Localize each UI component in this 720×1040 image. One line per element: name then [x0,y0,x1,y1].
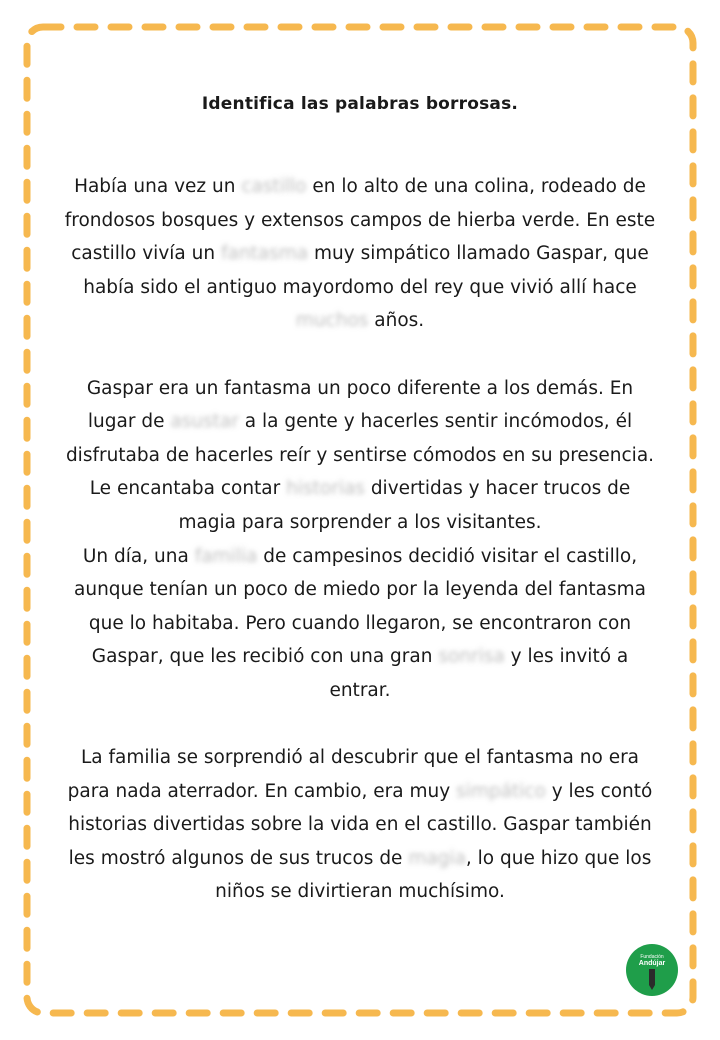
blurred-word: fantasma [220,243,309,265]
text-segment: La familia se sorprendió al descubrir que el fantasma no era para nada aterrador. En cambio, era muy [67,747,640,802]
paragraph-4 [62,741,658,909]
pencil-icon [626,944,678,996]
text-segment: y les invitó a entrar. [329,646,629,701]
blurred-word: muchos [295,310,369,332]
blurred-word: historias [286,478,365,500]
text-segment: años. [368,310,425,332]
story-text [62,170,658,909]
blurred-word: familia [194,545,258,567]
paragraph-gap [62,708,658,742]
logo-line-2: Andújar [638,960,666,967]
page-title: Identifica las palabras borrosas. [201,94,519,114]
text-segment: de campesinos decidió visitar el castillo, aunque tenían un poco de miedo por la leyenda del fantasma que lo habitaba. Pero cuando llegaron, se encontraron con Gaspar, que les recibió con una gran [74,545,646,668]
blurred-word: magia [408,847,466,869]
text-segment: , lo que hizo que los niños se divirtieran muchísimo. [215,847,652,903]
paragraph-3 [62,540,658,708]
blurred-word: simpático [456,780,546,802]
blurred-word: asustar [170,411,239,433]
blurred-word: sonrisa [438,646,505,668]
text-segment: Había una vez un [74,176,242,197]
text-segment: en lo alto de una colina, rodeado de frondosos bosques y extensos campos de hierba verde. En este castillo vivía un [64,176,656,265]
text-segment: a la gente y hacerles sentir incómodos, él disfrutaba de hacerles reír y sentirse cómodos en su presencia. Le encantaba contar [65,411,655,500]
text-segment: y les contó historias divertidas sobre la vida en el castillo. Gaspar también les mostró algunos de sus trucos de [68,780,653,869]
paragraph-gap [62,338,658,372]
pencil-circle-logo-icon [626,944,678,996]
text-segment: divertidas y hacer trucos de magia para sorprender a los visitantes. [178,478,631,533]
paragraph-1 [62,170,658,338]
text-segment: muy simpático llamado Gaspar, que había sido el antiguo mayordomo del rey que vivió allí hace [83,243,649,298]
blurred-word: castillo [241,176,307,197]
logo-line-1: Fundación [640,954,664,960]
paragraph-2 [62,372,658,540]
text-segment: Gaspar era un fantasma un poco diferente a los demás. En lugar de [86,377,634,433]
text-segment: Un día, una [82,545,195,567]
